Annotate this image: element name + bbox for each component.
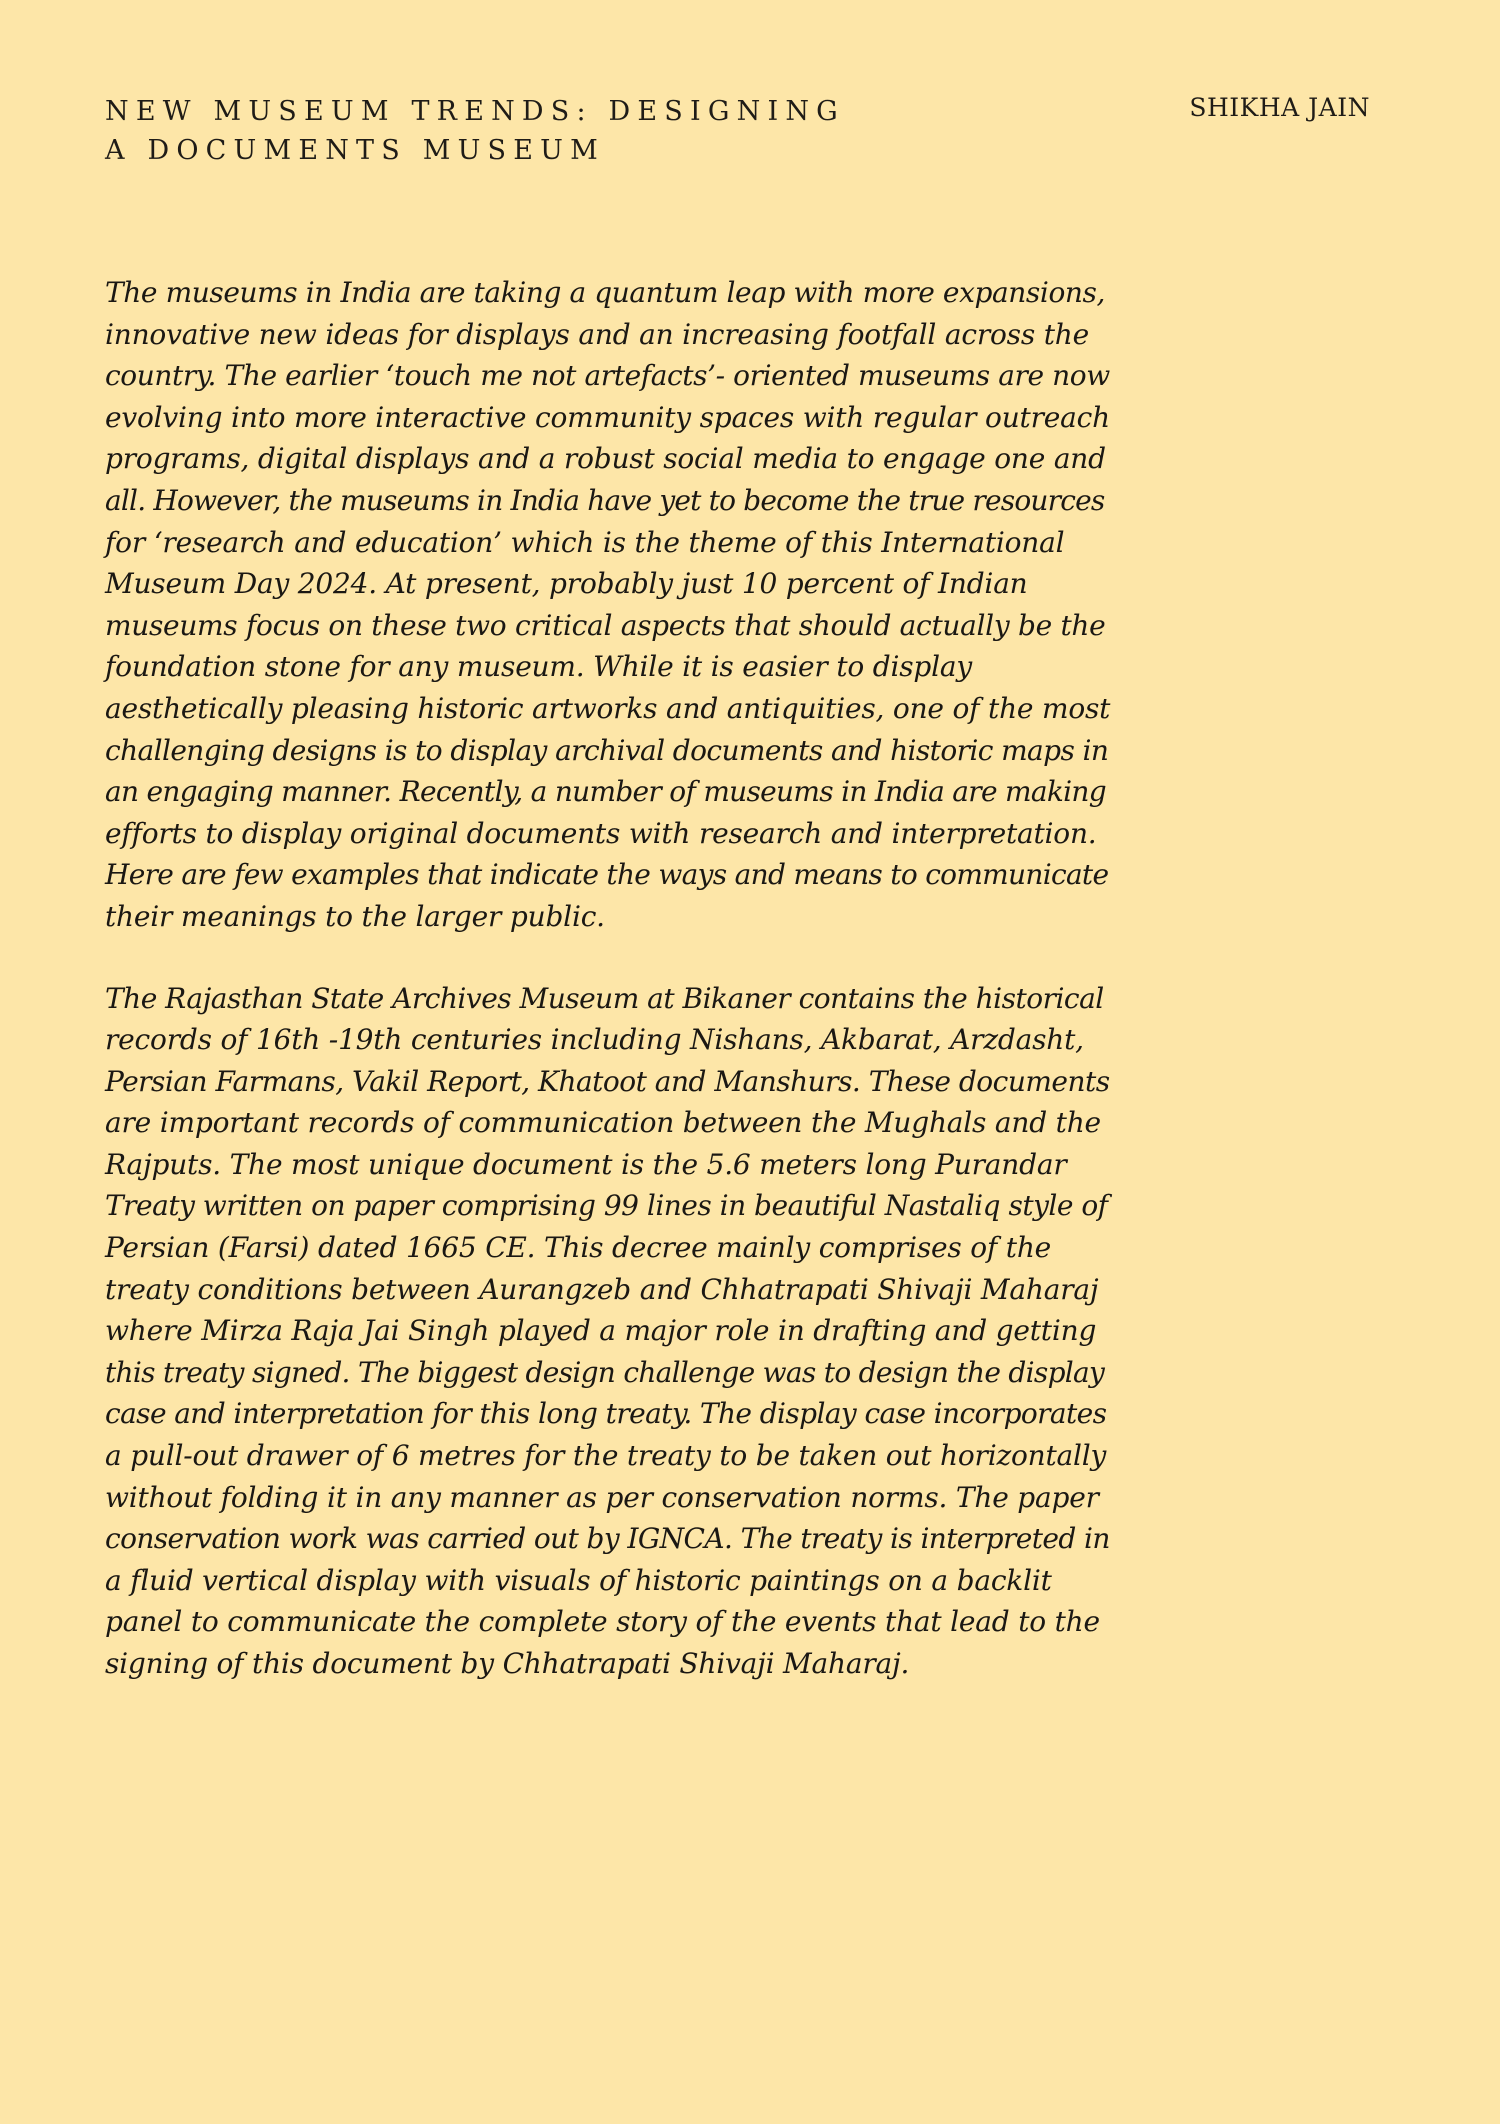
author-name: SHIKHA JAIN: [1189, 93, 1370, 122]
paragraph-line: The Rajasthan State Archives Museum at Bikaner contains the historical: [105, 981, 1104, 1015]
paragraph-line: treaty conditions between Aurangzeb and Chhatrapati Shivaji Maharaj: [105, 1272, 1099, 1306]
paragraph-line: museums focus on these two critical aspects that should actually be the: [105, 608, 1106, 642]
paragraph-line: a pull-out drawer of 6 metres for the treaty to be taken out horizontally: [105, 1439, 1107, 1473]
paragraph: [105, 978, 1110, 1685]
paragraph-line: evolving into more interactive community spaces with regular outreach: [105, 400, 1110, 434]
paragraph-line: records of 16th -19th centuries including Nishans, Akbarat, Arzdasht,: [105, 1023, 1084, 1057]
paragraph-line: where Mirza Raja Jai Singh played a major role in drafting and getting: [105, 1314, 1097, 1348]
paragraph-line: case and interpretation for this long treaty. The display case incorporates: [105, 1397, 1107, 1431]
paragraph-line: Here are few examples that indicate the ways and means to communicate: [105, 858, 1109, 892]
paragraph-line: panel to communicate the complete story of the events that lead to the: [105, 1605, 1100, 1639]
paragraph-line: foundation stone for any museum. While it is easier to display: [105, 650, 972, 684]
paragraph-line: Treaty written on paper comprising 99 lines in beautiful Nastaliq style of: [105, 1189, 1108, 1223]
paragraph-line: country. The earlier ‘touch me not artefacts’- oriented museums are now: [105, 359, 1110, 393]
paragraph-line: without folding it in any manner as per conservation norms. The paper: [105, 1480, 1099, 1514]
article-title: [105, 92, 925, 170]
paragraph-line: conservation work was carried out by IGNCA. The treaty is interpreted in: [105, 1522, 1110, 1556]
article-title-line: NEW MUSEUM TRENDS: DESIGNING: [105, 96, 845, 127]
paragraph-line: an engaging manner. Recently, a number of museums in India are making: [105, 775, 1106, 809]
paragraph-line: challenging designs is to display archival documents and historic maps in: [105, 733, 1109, 767]
paragraph-line: all. However, the museums in India have yet to become the true resources: [105, 483, 1105, 517]
paragraph-line: The museums in India are taking a quantum leap with more expansions,: [105, 276, 1106, 309]
paragraph-line: this treaty signed. The biggest design challenge was to design the display: [105, 1355, 1105, 1389]
paragraph-line: Persian (Farsi) dated 1665 CE. This decree mainly comprises of the: [105, 1231, 1052, 1265]
paragraph-line: aesthetically pleasing historic artworks and antiquities, one of the most: [105, 691, 1111, 725]
paragraph-line: their meanings to the larger public.: [105, 899, 605, 933]
paragraph-line: Rajputs. The most unique document is the 5.6 meters long Purandar: [105, 1147, 1067, 1181]
paragraph-line: innovative new ideas for displays and an increasing footfall across the: [105, 317, 1089, 351]
paragraph-line: are important records of communication between the Mughals and the: [105, 1106, 1101, 1140]
paragraph-line: programs, digital displays and a robust social media to engage one and: [105, 442, 1106, 476]
paragraph: [105, 272, 1110, 938]
paragraph-line: a fluid vertical display with visuals of historic paintings on a backlit: [105, 1563, 1052, 1597]
paragraph-line: efforts to display original documents with research and interpretation.: [105, 816, 1097, 850]
paragraph-line: Persian Farmans, Vakil Report, Khatoot and Manshurs. These documents: [105, 1064, 1110, 1098]
article-body: [105, 272, 1110, 1725]
paragraph-line: signing of this document by Chhatrapati Shivaji Maharaj.: [105, 1647, 910, 1680]
article-title-line: A DOCUMENTS MUSEUM: [105, 135, 605, 166]
paragraph-line: for ‘research and education’ which is the theme of this International: [105, 525, 1065, 559]
paragraph-line: Museum Day 2024. At present, probably just 10 percent of Indian: [105, 567, 1028, 601]
